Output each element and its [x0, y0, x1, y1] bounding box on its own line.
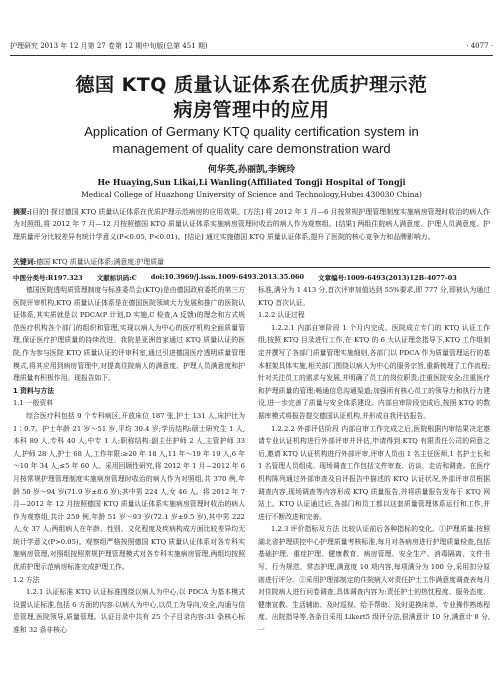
journal-info: 护理研究 2013 年 12 月第 27 卷第 12 期中旬版(总第 451 期)	[10, 42, 208, 50]
subsection-heading: 1.1 一般资料	[13, 399, 54, 408]
doi: doi:10.3969/j.issn.1009-6493.2013.35.060	[150, 273, 305, 281]
subsection-heading: 1.2.2 认证过程	[258, 311, 305, 320]
affiliation: Medical College of Huazhong University of Science and Technology,Hubei 430030 China)	[81, 190, 422, 199]
keywords	[13, 256, 490, 266]
body-paragraph: 1.2.3 评价指标及方法 比较认证前后各种指标的变化。①护理质量:按照湖北省护理质控中心护理质量考核标准,每月对各病房进行护理质量检查,包括基础护理、重症护理、健康教育、病房管理、安全生产、消毒隔离、文件书写、行为规范、常态护理,满意度 10 项内容,每项满分为 100 分,采用扣分原则进行评分。②采用护理部制定的住院病人对责任护士工作满意度调查表每月对住院病人进行问卷调查,具体调查内容为:责任护士的热忱程度、服务态度、健康宣教、生活辅助、及时巡视、给予帮助、及时更换床单、专业操作熟练程度、出院指导等,各条目采用 Likert5 级评分法,很满意计 10 分,满意计 8 分,一	[258, 525, 490, 635]
body-paragraph: 1.2.2.1 内部自审阶段 1 个月内完成。医院成立专门的 KTQ 认证工作组,按照 KTQ 目录进行工作,在 KTQ 的 6 大认证理念指导下,KTQ 工作组制定并撰写了各部门质量管理实施细则,各部门以 PDCA 作为质量管理运行的基本框架具体实施,相关部门围绕以病人为中心的服务宗旨,重新梳理了工作流程;针对关注员工的需求与发展,并明确了员工的岗位职责;注重医院安全;注重医疗和护理质量的管理;畅通信息沟通渠道;加强所有核心员工的领导力和执行力建设,进一步完善了质量与安全体系建设。内部自审阶段完成后,按照 KTQ 的数据库模式将报告提交德国认证机构,并形成自我评估报告。	[258, 323, 490, 420]
section-heading: 1 资料与方法	[13, 386, 55, 395]
intro-paragraph: 德国医院透明质管理制度与标准委员会(KTQ)是由德国政府委托的第三方医院评审机构,KTQ 质量认证体系是在德国医院领域大力发展和推广的医院认证体系,其实质就是以 PDCA(P 计划,D 实施,C 检查,A 反馈)的理念和方式规范医疗机构各个部门的组织和管理,实现以病人为中心的医疗机构全面质量管理,保证医疗护理质量的持续改进。我院是亚洲首家通过 KTQ 质量认证的医院,作为参与医院 KTQ 质量认证的评审科室,通过引进德国医疗透明质量管理模式,将其应用到病房管理中,对提高住院病人的满意度、护理人员满意度和护理质量有积极作用。现报告如下。	[13, 286, 245, 383]
abstract-text: [目的] 探讨德国 KTQ 质量认证体系在优质护理示范病房的应用效果。[方法] 将 2012 年 1 月—6 月按常规护理管理制度实施病房管理时收治的病人作为对照组,将 2012 年 7 月—12 月按照德国 KTQ 质量认证体系实施病房管理时收治的病人作为观察组。[结果] 两组住院病人满意度、护理人员满意度、护理质量评分比较差异有统计学意义(P<0.05, P<0.01)。[结论] 通过实施德国 KTQ 质量认证体系,提升了医院的核心竞争力和品牌影响力。	[13, 208, 490, 241]
title-en-line-2: management of quality care demonstration ward	[112, 141, 391, 156]
body-paragraph: 标准,满分为 1 413 分,首次评审加值达到 55%要求,即 777 分,即被认为通过 KTQ 首次认证。	[258, 286, 490, 307]
body-paragraph: 1.2.1 认证标准 KTQ 认证标准围绕以病人为中心,以 PDCA 为基本模式设置认证标准,包括 6 方面的内容:以病人为中心,以员工为导向,安全,沟通与信息管理,医院领导,质量管理。认证目录中共有 25 个子目录内容:31 条核心标准和 32 条非核心	[13, 588, 245, 635]
body-paragraph: 1.2.2.2 外部评估阶段 内部自审工作完成之后,医院根据内审结果决定邀请专业认证机构进行外部评审并评估,申请得到 KTQ 有限责任公司的同意之后,邀请 KTQ 认证机构进行外部评审,评审人员由 1 名主任医师,1 名护士长和 1 名管理人员组成。现场调查工作包括文件审查、访谈、走访和调查。在医疗机构陈列通过外部审查及自评报告中描述的 KTQ 认证状况,外部评审员根据调查内容,现场调查等内容形成 KTQ 质量报告,并将质量报告发布于 KTQ 网站上。KTQ 认证通过后,各部门和员工都以这套质量管理体系运行和工作,并进行不断改进和完善。	[258, 424, 490, 521]
authors-en: He Huaying,Sun Likai,Li Wanling(Affiliated Tongji Hospital of Tongji	[97, 177, 406, 187]
abstract-label: 摘要:	[13, 208, 30, 216]
document-code: 文献标识码:C	[96, 274, 137, 282]
page-number: · 4077 ·	[466, 42, 493, 50]
subsection-heading: 1.2 方法	[13, 575, 40, 584]
abstract	[13, 206, 490, 243]
classification-divider	[13, 267, 490, 268]
left-column	[13, 284, 245, 637]
header-divider	[10, 55, 493, 56]
title-cn-line-2: 病房管理中的应用	[173, 99, 330, 121]
right-column	[258, 284, 490, 637]
keywords-label: 关键词:	[13, 258, 37, 266]
title-cn-line-1: 德国 KTQ 质量认证体系在优质护理示范	[75, 74, 428, 96]
running-header	[10, 40, 493, 52]
classification-line	[13, 273, 493, 282]
authors-cn: 何华英,孙丽凯,李婉玲	[207, 165, 296, 175]
article-number: 文章编号:1009-6493(2013)12B-4077-03	[318, 274, 457, 282]
title-en-line-1: Application of Germany KTQ quality certification system in	[84, 124, 419, 139]
body-paragraph: 综合医疗科包括 9 个专科病区,开放床位 187 张,护士 131 人,床护比为 1∶0.7。护士年龄 21 岁～51 岁,平均 30.4 岁;学历结构:硕士研究生 1 人,本科 89 人,专科 40 人,中专 1 人;职称结构:副主任护师 2 人,主管护师 33 人,护师 28 人,护士 68 人,工作年限:≥20 年 18 人,11 年～19 年 19 人,6 年～10 年 34 人,≤5 年 60 人。采用回顾性研究,将 2012 年 1 月—2012 年 6 月按常规护理管理制度实施病房管理时收治的病人作为对照组,共 370 例,年龄 50 岁～94 岁(71.9 岁±8.6 岁);其中男 224 人,女 46 人。将 2012 年 7 月—2012 年 12 月按照德国 KTQ 质量认证体系实施病房管理时收治的病人作为观察组,共计 259 例,年龄 51 岁～93 岁(72.1 岁±9.5 岁),其中男 222 人,女 37 人;两组病人在年龄、性别、文化程度及疾病构成方面比较差异均无统计学意义(P>0.05)。观察组严格按照德国 KTQ 质量认证体系对各专科实施病房管理,对照组按照常规护理管理模式对各专科实施病房管理,两组均按照优质护理示范病房标准完成护理工作。	[13, 411, 245, 572]
clc-number: 中图分类号:R197.323	[13, 274, 83, 282]
keywords-text: 德国 KTQ 质量认证体系;满意度;护理质量	[36, 258, 164, 266]
